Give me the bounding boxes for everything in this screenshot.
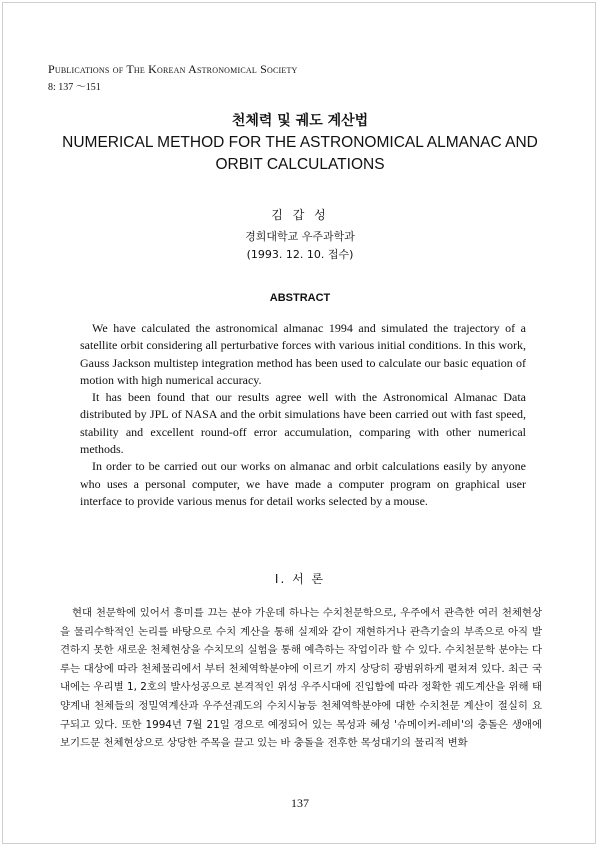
abstract-paragraph: It has been found that our results agree well with the Astronomical Almanac Data distributed by JPL of NASA and the orbit simulations have been carried out with fast speed, stability and excellent round-off error accumulation, comparing with other numerical methods. bbox=[80, 390, 526, 457]
korean-title: 천체력 및 궤도 계산법 bbox=[231, 113, 369, 129]
journal-header bbox=[48, 62, 298, 77]
received-date: (1993. 12. 10. 접수) bbox=[246, 248, 354, 261]
section-body bbox=[60, 604, 542, 753]
abstract-paragraph: We have calculated the astronomical almanac 1994 and simulated the trajectory of a satellite orbit considering all perturbative forces with various initial conditions. In this work, Gauss Jackson multistep integration method has been used to calculate our basic equation of motion with high numerical accuracy. bbox=[80, 321, 526, 387]
abstract-heading: ABSTRACT bbox=[269, 292, 331, 304]
journal-pages: 8: 137 ～151 bbox=[48, 82, 101, 93]
section-heading: I. 서 론 bbox=[274, 572, 326, 586]
abstract-paragraph: In order to be carried out our works on almanac and orbit calculations easily by anyone who uses a personal computer, we have made a computer program on graphical user interface to provide various menus for detail works selected by a mouse. bbox=[80, 459, 526, 508]
english-title: NUMERICAL METHOD FOR THE ASTRONOMICAL ALMANAC AND ORBIT CALCULATIONS bbox=[62, 134, 538, 173]
author-name: 김 갑 성 bbox=[271, 208, 329, 222]
page-number: 137 bbox=[291, 796, 309, 810]
author-affiliation: 경희대학교 우주과학과 bbox=[245, 230, 355, 243]
abstract-body bbox=[80, 320, 526, 510]
journal-title: Publications of The Korean Astronomical Society bbox=[48, 62, 298, 76]
body-paragraph: 현대 천문학에 있어서 흥미를 끄는 분야 가운데 하나는 수치천문학으로, 우주에서 관측한 여러 천체현상을 물리수학적인 논리를 바탕으로 수치 계산을 통해 실제와 같이 재현하거나 관측기술의 부족으로 아직 발견하지 못한 새로운 천체현상을 수치모의 실험을 통해 예측하는 작업이라 할 수 있다. 수치천문학 분야는 다루는 대상에 따라 천체물리에서 부터 천체역학분야에 이르기 까지 상당히 광범위하게 펼쳐져 있다. 최근 국내에는 우리별 1, 2호의 발사성공으로 본격적인 위성 우주시대에 진입함에 따라 정확한 궤도계산을 위해 태양계내 천체들의 정밀역계산과 우주선궤도의 수치시늉등 천체역학분야에 대한 수치천문 계산이 절실히 요구되고 있다. 또한 1994년 7월 21일 경으로 예정되어 있는 목성과 혜성 '슈메이커-레비'의 충돌은 생애에 보기드문 천체현상으로 상당한 주목을 끌고 있는 바 충돌을 전후한 목성대기의 물리적 변화 bbox=[60, 607, 542, 750]
